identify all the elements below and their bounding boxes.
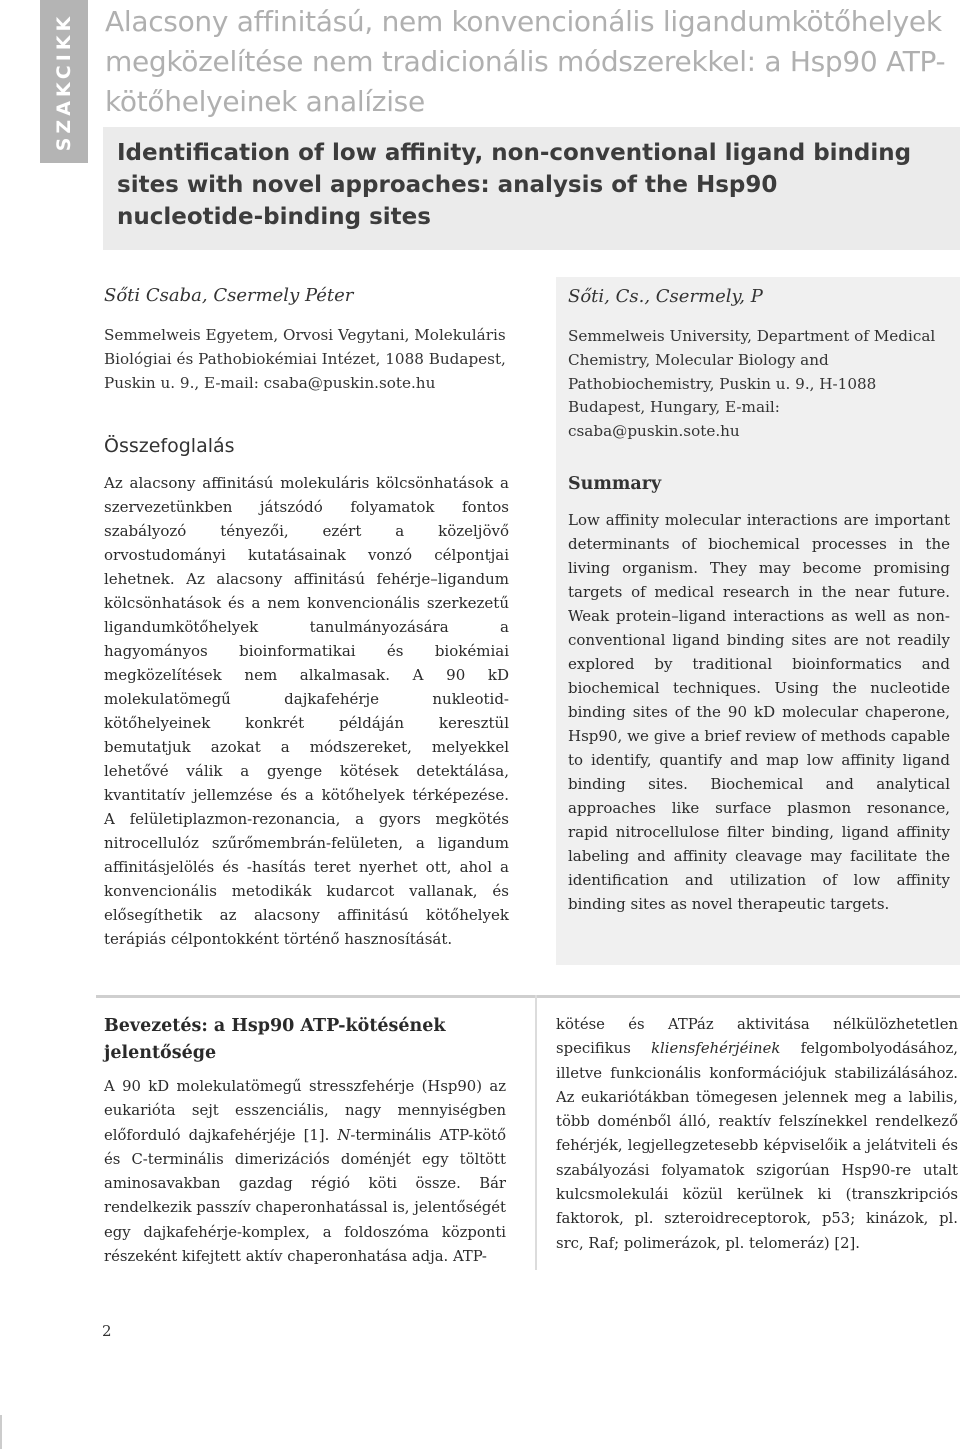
intro-column-1 [104,1013,506,1269]
intro-heading: Bevezetés: a Hsp90 ATP-kötésének jelentősége [104,1016,446,1063]
title-hungarian: Alacsony affinitású, nem konvencionális ligandumkötőhelyek megközelítése nem tradicionális módszerekkel: a Hsp90 ATP-kötőhelyeinek analízise [105,5,946,118]
title-english: Identification of low affinity, non-conventional ligand binding sites with novel approaches: analysis of the Hsp90 nucleotide-binding sites [117,140,912,230]
section-tab-label: SZAKCIKK [53,12,75,151]
column-divider [535,995,537,1270]
intro-paragraph-1 [104,1075,506,1269]
intro-column-2 [556,1013,958,1256]
affiliation-hungarian: Semmelweis Egyetem, Orvosi Vegytani, Molekuláris Biológiai és Pathobiokémiai Intézet, 1088 Budapest, Puskin u. 9., E-mail: csaba@puskin.sote.hu [104,326,506,392]
title-english-box [103,127,960,250]
intro-paragraph-2 [556,1013,958,1256]
affiliation-english: Semmelweis University, Department of Medical Chemistry, Molecular Biology and Pathobiochemistry, Puskin u. 9., H-1088 Budapest, Hungary, E-mail: csaba@puskin.sote.hu [568,327,936,441]
authors-english: Sőti, Cs., Csermely, P [568,286,763,307]
intro-text-2-italic: kliensfehérjéinek [651,1040,781,1058]
authors-hungarian: Sőti Csaba, Csermely Péter [104,285,354,306]
corner-mark [0,1415,2,1449]
intro-text-2a: kötése és ATPáz aktivitása nélkülözhetetlen specifikus [556,1016,958,1058]
intro-text-1a: A 90 kD molekulatömegű stresszfehérje (Hsp90) az eukarióta sejt esszenciális, nagy mennyiségben előforduló dajkafehérjéje [1]. [104,1078,506,1144]
intro-text-1-italic: N [337,1126,351,1144]
section-tab [40,0,88,163]
abstract-hungarian: Az alacsony affinitású molekuláris kölcsönhatások a szervezetünkben játszódó folyamatok fontos szabályozó tényezői, ezért a közeljövő orvostudományi kutatásainak vonzó célpontjai lehetnek. Az alacsony affinitású fehérje–ligandum kölcsönhatások és a nem konvencionális szerkezetű ligandumkötőhelyek tanulmányozására a hagyományos bioinformatikai és biokémiai megközelítések nem alkalmasak. A 90 kD molekulatömegű dajkafehérje nukleotid-kötőhelyeinek konkrét példáján keresztül bemutatjuk azokat a módszereket, melyekkel lehetővé válik a gyenge kötések detektálása, kvantitatív jellemzése és a kötőhelyek térképezése. A felületiplazmon-rezonancia, a gyors megkötés nitrocellulóz szűrőmembrán-felületen, a ligandum affinitásjelölés és -hasítás teret nyerhet ott, ahol a konvencionális metodikák kudarcot vallanak, és elősegíthetik az alacsony affinitású kötőhelyek terápiás célpontokként történő hasznosítását. [104,474,509,949]
abstract-heading-english: Summary [568,473,662,494]
abstract-english: Low affinity molecular interactions are important determinants of biochemical processes in the living organism. They may become promising targets of medical research in the near future. Weak protein–ligand interactions as well as non-conventional ligand binding sites are not readily explored by traditional bioinformatics and biochemical techniques. Using the nucleotide binding sites of the 90 kD molecular chaperone, Hsp90, we give a brief review of methods capable to identify, quantify and map low affinity ligand binding sites. Biochemical and analytical approaches like surface plasmon resonance, rapid nitrocellulose filter binding, ligand affinity labeling and affinity cleavage may facilitate the identification and utilization of low affinity binding sites as novel therapeutic targets. [568,510,950,913]
intro-text-1b: -terminális ATP-kötő és C-terminális dimerizációs doménjét egy töltött aminosavakban gazdag régió köti össze. Bár rendelkezik passzív chaperonhatással is, jelentőségét egy dajkafehérje-komplex, a foldoszóma központi részeként kifejtett aktív chaperonhatása adja. ATP- [104,1126,506,1266]
page-number: 2 [102,1322,112,1340]
intro-text-2b: felgombolyodásához, illetve funkcionális konformációjuk stabilizálásához. Az eukariótákban tömegesen jelennek meg a labilis, több doménből álló, reaktív felszínekkel rendelkező fehérjék, legjellegzetesebb képviselőik a jelátviteli és szabályozási folyamatok szigorúan Hsp90-re utalt kulcsmolekulái közül kerülnek ki (transzkripciós faktorok, pl. szteroidreceptorok, p53; kinázok, pl. src, Raf; polimerázok, pl. telomeráz) [2]. [556,1040,958,1252]
left-column [104,285,509,951]
english-abstract-box [556,277,960,965]
section-divider [96,995,960,998]
abstract-heading-hungarian: Összefoglalás [104,435,235,458]
